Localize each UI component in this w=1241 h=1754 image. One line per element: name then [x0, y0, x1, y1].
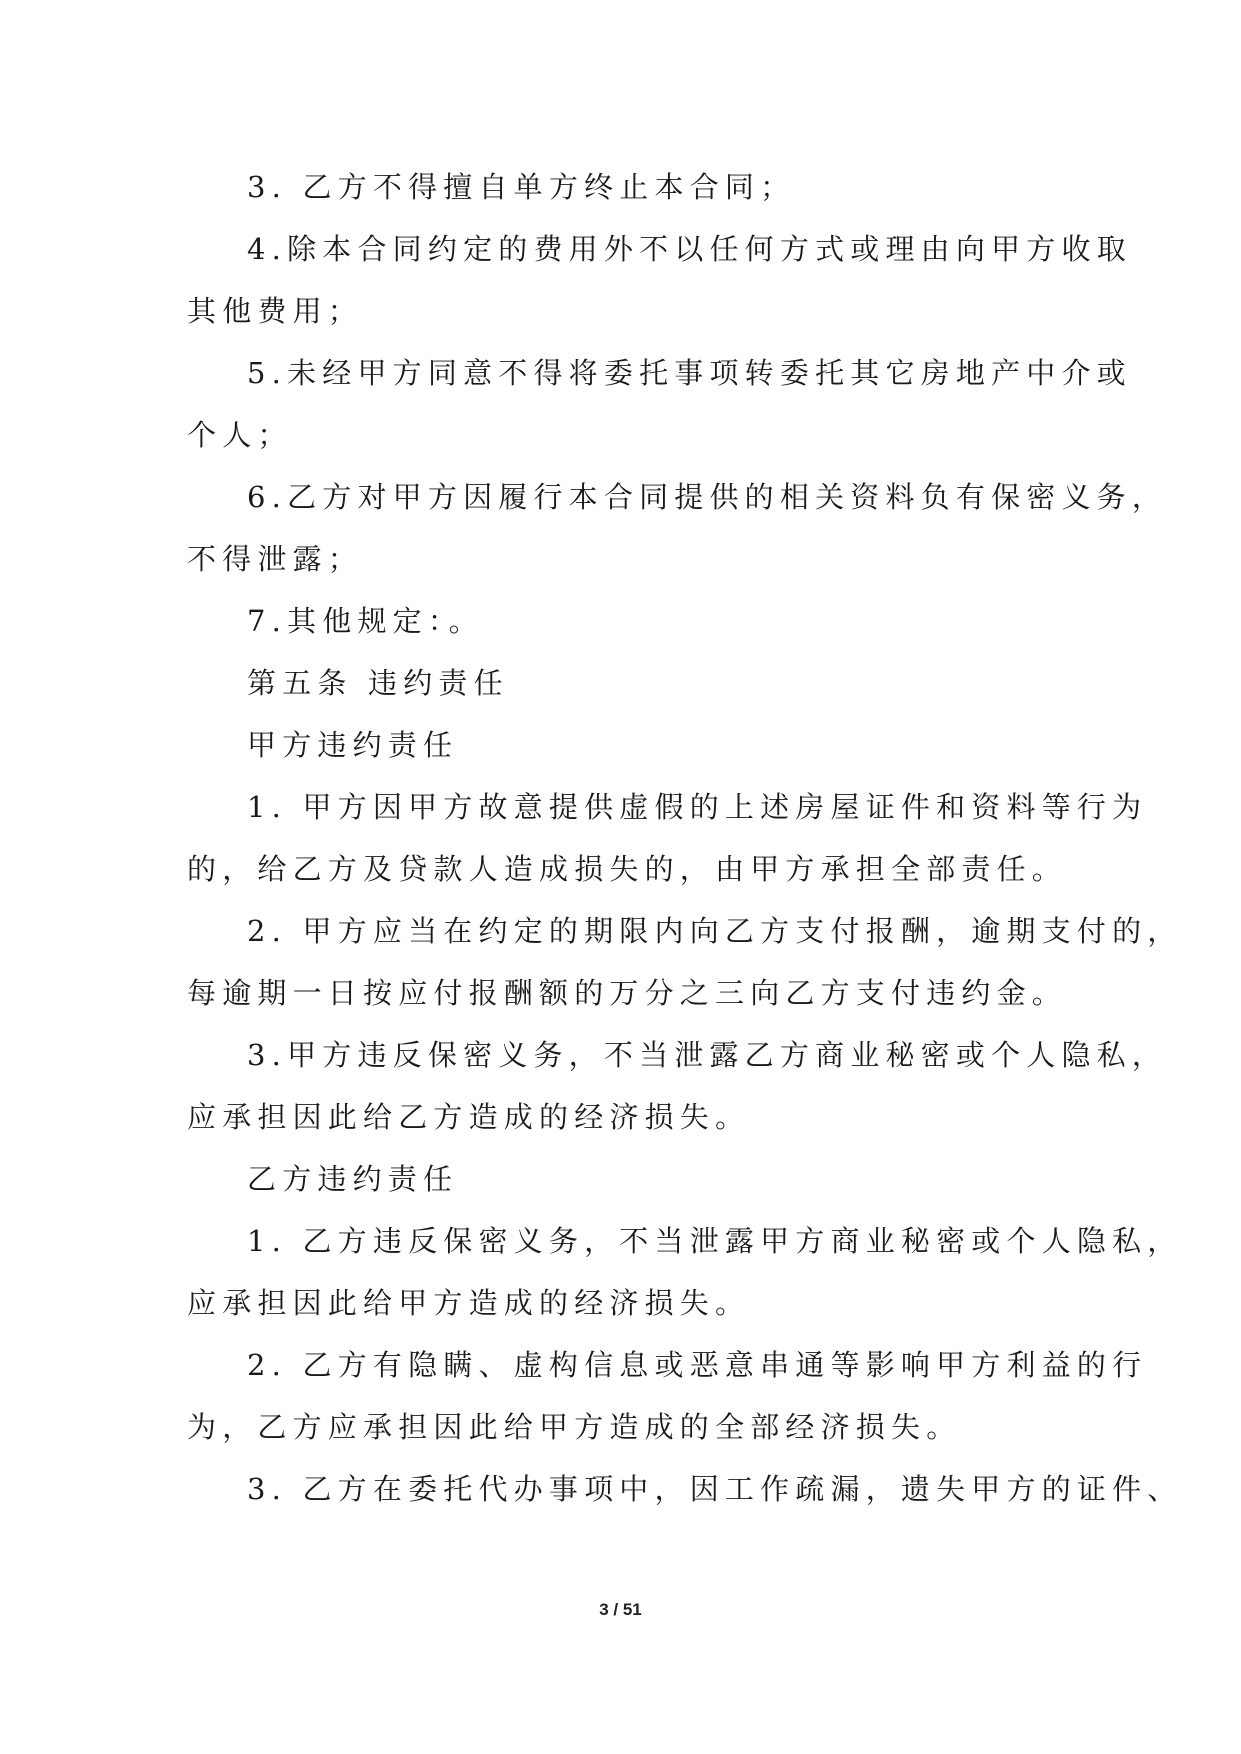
subsection-heading: 甲方违约责任: [247, 728, 459, 762]
clause-line: 每逾期一日按应付报酬额的万分之三向乙方支付违约金。: [187, 976, 1068, 1010]
clause-line: 3. 乙方在委托代办事项中，因工作疏漏，遗失甲方的证件、: [247, 1472, 1183, 1506]
clause-line: 应承担因此给甲方造成的经济损失。: [187, 1286, 751, 1320]
page-number: 3 / 51: [599, 1600, 642, 1619]
clause-line: 6.乙方对甲方因履行本合同提供的相关资料负有保密义务，: [247, 480, 1168, 514]
document-body: [187, 156, 1183, 1520]
clause-line: 3.甲方违反保密义务，不当泄露乙方商业秘密或个人隐私，: [247, 1038, 1168, 1072]
clause-line: 1. 甲方因甲方故意提供虚假的上述房屋证件和资料等行为: [247, 790, 1148, 824]
clause-line: 个人；: [187, 418, 293, 452]
clause-line: 2. 乙方有隐瞒、虚构信息或恶意串通等影响甲方利益的行: [247, 1348, 1148, 1382]
clause-line: 其他费用；: [187, 294, 364, 328]
clause-line: 的，给乙方及贷款人造成损失的，由甲方承担全部责任。: [187, 852, 1068, 886]
clause-line: 4.除本合同约定的费用外不以任何方式或理由向甲方收取: [247, 232, 1132, 266]
clause-line: 3. 乙方不得擅自单方终止本合同；: [247, 170, 796, 204]
clause-line: 不得泄露；: [187, 542, 364, 576]
clause-line: 应承担因此给乙方造成的经济损失。: [187, 1100, 751, 1134]
clause-line: 5.未经甲方同意不得将委托事项转委托其它房地产中介或: [247, 356, 1132, 390]
clause-line: 7.其他规定：。: [247, 604, 484, 638]
section-heading: 第五条 违约责任: [247, 666, 509, 700]
clause-line: 为，乙方应承担因此给甲方造成的全部经济损失。: [187, 1410, 962, 1444]
clause-line: 2. 甲方应当在约定的期限内向乙方支付报酬，逾期支付的，: [247, 914, 1183, 948]
clause-line: 1. 乙方违反保密义务，不当泄露甲方商业秘密或个人隐私，: [247, 1224, 1183, 1258]
subsection-heading: 乙方违约责任: [247, 1162, 459, 1196]
